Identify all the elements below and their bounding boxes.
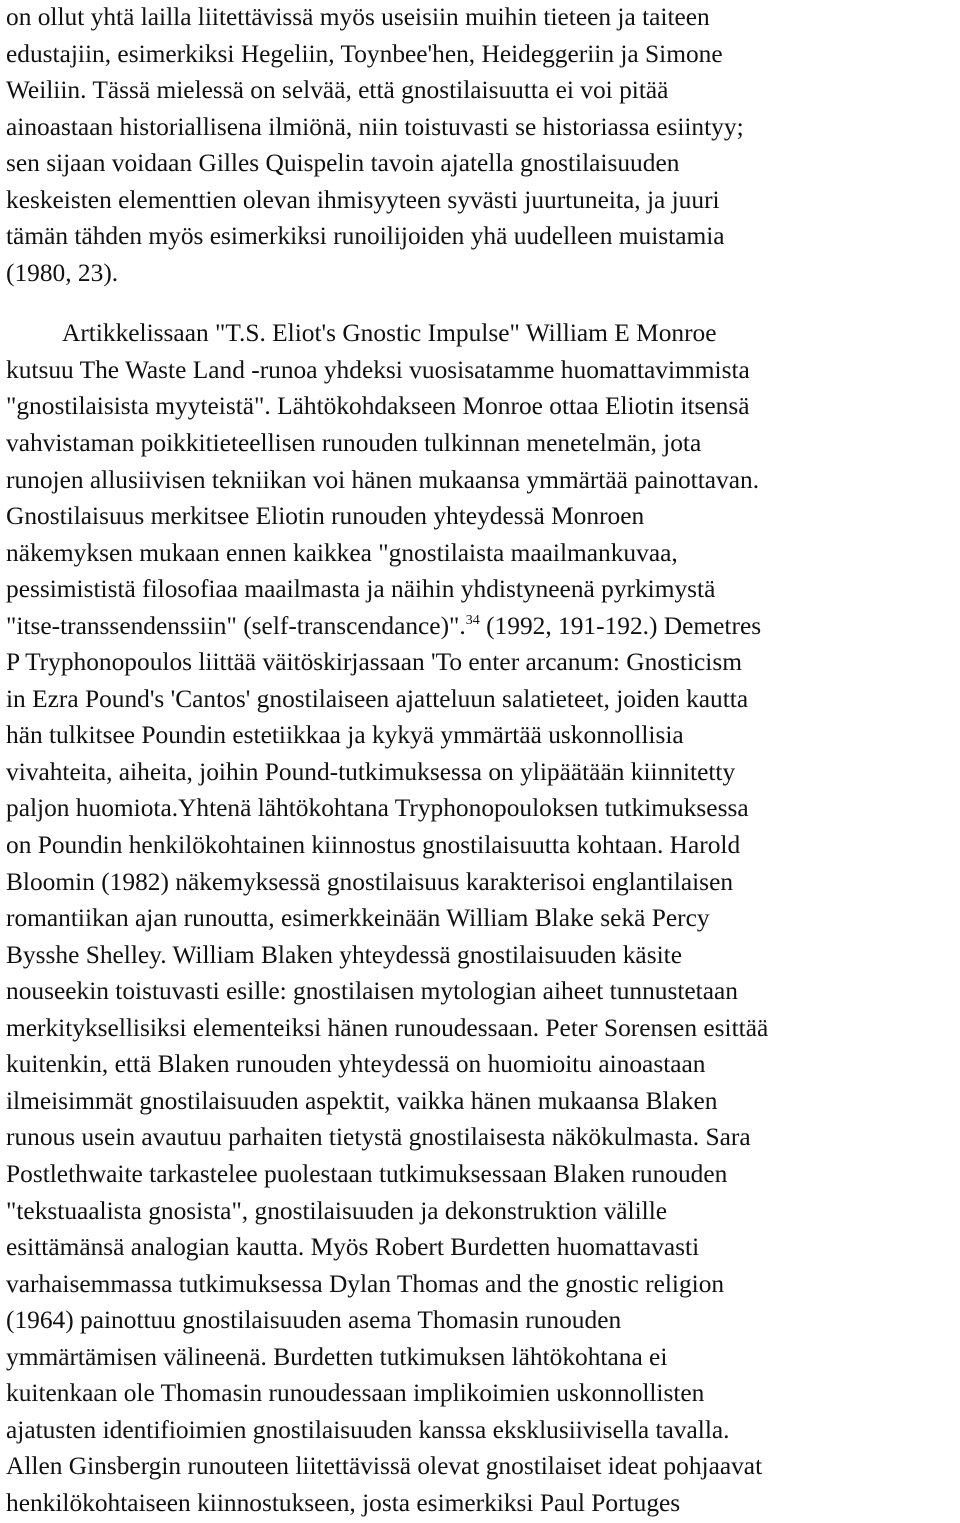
text-line: näkemyksen mukaan ennen kaikkea "gnostilaista maailmankuvaa, xyxy=(6,538,678,567)
text-line: runous usein avautuu parhaiten tietystä gnostilaisesta näkökulmasta. Sara xyxy=(6,1123,751,1152)
text-line: nouseekin toistuvasti esille: gnostilaisen mytologian aiheet tunnustetaan xyxy=(6,977,738,1006)
text-line: (1980, 23). xyxy=(6,258,119,287)
paragraph-2 xyxy=(6,315,954,1521)
text-line: Bysshe Shelley. William Blaken yhteydessä gnostilaisuuden käsite xyxy=(6,940,682,969)
footnote-marker: 34 xyxy=(465,612,480,628)
text-line: "tekstuaalista gnosista", gnostilaisuuden ja dekonstruktion välille xyxy=(6,1196,668,1225)
text-line: P Tryphonopoulos liittää väitöskirjassaan 'To enter arcanum: Gnosticism xyxy=(6,648,742,677)
text-line: pessimististä filosofiaa maailmasta ja näihin yhdistyneenä pyrkimystä xyxy=(6,575,716,604)
text-line: runojen allusiivisen tekniikan voi hänen mukaansa ymmärtää painottavan. xyxy=(6,465,760,494)
text-line: "gnostilaisista myyteistä". Lähtökohdakseen Monroe ottaa Eliotin itsensä xyxy=(6,392,750,421)
text-line: merkityksellisiksi elementeiksi hänen runoudessaan. Peter Sorensen esittää xyxy=(6,1013,769,1042)
paragraph-gap xyxy=(6,291,954,315)
text-line: hän tulkitsee Poundin estetiikkaa ja kykyä ymmärtää uskonnollisia xyxy=(6,721,684,750)
text-line: vivahteita, aiheita, joihin Pound-tutkimuksessa on ylipäätään kiinnitetty xyxy=(6,757,736,786)
paragraph-1 xyxy=(6,0,954,291)
text-segment: "itse-transsendenssiin" (self-transcendance)". xyxy=(6,611,466,640)
text-line: Postlethwaite tarkastelee puolestaan tutkimuksessaan Blaken runouden xyxy=(6,1159,728,1188)
text-line: on Poundin henkilökohtainen kiinnostus gnostilaisuutta kohtaan. Harold xyxy=(6,831,741,860)
text-line: ilmeisimmät gnostilaisuuden aspektit, vaikka hänen mukaansa Blaken xyxy=(6,1086,718,1115)
text-line: vahvistaman poikkitieteellisen runouden tulkinnan menetelmän, jota xyxy=(6,429,702,458)
text-line: edustajiin, esimerkiksi Hegeliin, Toynbee'hen, Heideggeriin ja Simone xyxy=(6,39,723,68)
text-line: varhaisemmassa tutkimuksessa Dylan Thomas and the gnostic religion xyxy=(6,1269,725,1298)
text-line: keskeisten elementtien olevan ihmisyyteen syvästi juurtuneita, ja juuri xyxy=(6,185,720,214)
text-line: ajatusten identifioimien gnostilaisuuden kanssa eksklusiivisella tavalla. xyxy=(6,1415,730,1444)
text-line: (1964) painottuu gnostilaisuuden asema Thomasin runouden xyxy=(6,1306,622,1335)
text-line: ymmärtämisen välineenä. Burdetten tutkimuksen lähtökohtana ei xyxy=(6,1342,668,1371)
text-line: kuitenkaan ole Thomasin runoudessaan implikoimien uskonnollisten xyxy=(6,1379,705,1408)
text-line: henkilökohtaiseen kiinnostukseen, josta esimerkiksi Paul Portuges xyxy=(6,1488,681,1517)
text-line: paljon huomiota.Yhtenä lähtökohtana Tryphonopouloksen tutkimuksessa xyxy=(6,794,749,823)
text-line: sen sijaan voidaan Gilles Quispelin tavoin ajatella gnostilaisuuden xyxy=(6,149,680,178)
text-line: ainoastaan historiallisena ilmiönä, niin toistuvasti se historiassa esiintyy; xyxy=(6,112,744,141)
text-line: Artikkelissaan "T.S. Eliot's Gnostic Impulse" William E Monroe xyxy=(62,319,717,348)
text-line: romantiikan ajan runoutta, esimerkkeinään William Blake sekä Percy xyxy=(6,904,710,933)
text-line: on ollut yhtä lailla liitettävissä myös useisiin muihin tieteen ja taiteen xyxy=(6,3,710,31)
text-line: Bloomin (1982) näkemyksessä gnostilaisuus karakterisoi englantilaisen xyxy=(6,867,734,896)
text-line-with-footnote xyxy=(6,608,954,645)
text-line: Weiliin. Tässä mielessä on selvää, että gnostilaisuutta ei voi pitää xyxy=(6,76,669,105)
text-line: kutsuu The Waste Land -runoa yhdeksi vuosisatamme huomattavimmista xyxy=(6,355,750,384)
text-line: tämän tähden myös esimerkiksi runoilijoiden yhä uudelleen muistamia xyxy=(6,222,725,251)
text-line: kuitenkin, että Blaken runouden yhteydessä on huomioitu ainoastaan xyxy=(6,1050,706,1079)
text-line: in Ezra Pound's 'Cantos' gnostilaiseen ajatteluun salatieteet, joiden kautta xyxy=(6,684,749,713)
text-segment: (1992, 191-192.) Demetres xyxy=(479,611,762,640)
text-line: esittämänsä analogian kautta. Myös Robert Burdetten huomattavasti xyxy=(6,1233,700,1262)
text-line: Allen Ginsbergin runouteen liitettävissä olevat gnostilaiset ideat pohjaavat xyxy=(6,1452,763,1481)
text-line: Gnostilaisuus merkitsee Eliotin runouden yhteydessä Monroen xyxy=(6,502,645,531)
